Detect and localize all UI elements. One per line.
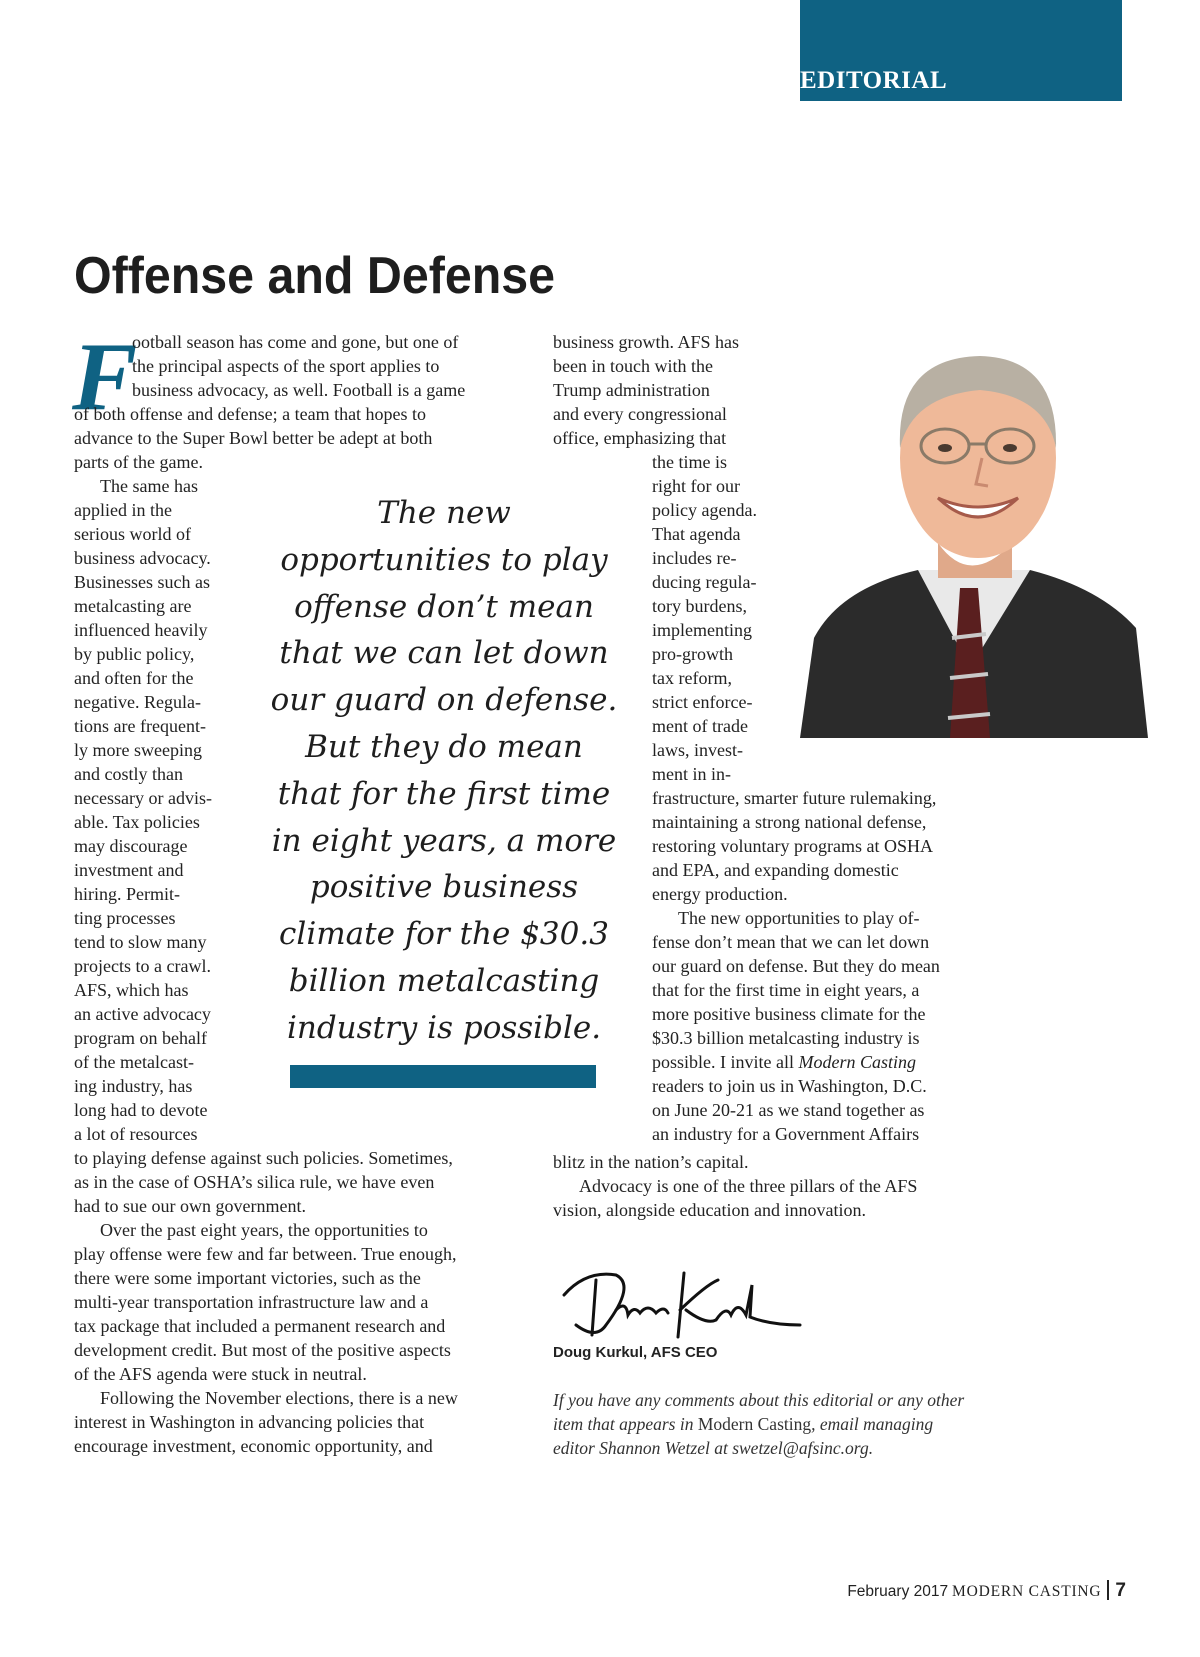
text-line: That agenda	[652, 524, 741, 544]
text-line: Advocacy is one of the three pillars of the AFS	[579, 1176, 918, 1196]
column-1-narrow	[74, 474, 212, 1146]
text-line: right for our	[652, 476, 740, 496]
feedback-line-1: If you have any comments about this editorial or any other	[553, 1390, 965, 1410]
text-line: tax package that included a permanent research and	[74, 1316, 446, 1336]
text-line: readers to join us in Washington, D.C.	[652, 1076, 927, 1096]
text-line: blitz in the nation’s capital.	[553, 1152, 749, 1172]
text-line: $30.3 billion metalcasting industry is	[652, 1028, 920, 1048]
magazine-name: Modern Casting	[697, 1414, 812, 1434]
text-line: hiring. Permit-	[74, 884, 180, 904]
text-line: our guard on defense. But they do mean	[652, 956, 940, 976]
text-line: office, emphasizing that	[553, 428, 727, 448]
text-line: Following the November elections, there is a new	[100, 1388, 458, 1408]
pull-quote-line: But they do mean	[305, 728, 583, 765]
text-line: able. Tax policies	[74, 812, 200, 832]
text-line: business advocacy.	[74, 548, 211, 568]
text-line: metalcasting are	[74, 596, 192, 616]
text-line: advance to the Super Bowl better be adept at both	[74, 428, 433, 448]
text-line: tory burdens,	[652, 596, 747, 616]
text-line: there were some important victories, such as the	[74, 1268, 421, 1288]
text-line: an active advocacy	[74, 1004, 211, 1024]
text-line: frastructure, smarter future rulemaking,	[652, 788, 937, 808]
issue-date: February 2017	[847, 1583, 949, 1600]
text-line: ootball season has come and gone, but one of	[132, 332, 459, 352]
author-portrait	[800, 338, 1148, 738]
text-line: pro-growth	[652, 644, 733, 664]
page-footer	[847, 1580, 1126, 1602]
pull-quote-line: that for the first time	[277, 775, 611, 812]
signature-image	[556, 1255, 802, 1347]
text-line: ducing regula-	[652, 572, 757, 592]
text-line: Trump administration	[553, 380, 710, 400]
text-line: by public policy,	[74, 644, 195, 664]
text-line: and EPA, and expanding domestic	[652, 860, 899, 880]
pull-quote-rule	[290, 1065, 596, 1088]
column-2-top	[553, 330, 739, 450]
text-line: more positive business climate for the	[652, 1004, 926, 1024]
pull-quote-line: offense don’t mean	[294, 588, 594, 625]
text-line: development credit. But most of the positive aspects	[74, 1340, 451, 1360]
text-line: possible. I invite all	[652, 1052, 799, 1072]
text-line: laws, invest-	[652, 740, 743, 760]
text-line: serious world of	[74, 524, 191, 544]
column-2-bottom	[553, 1150, 917, 1222]
section-tab	[800, 0, 1122, 101]
page-number: 7	[1115, 1580, 1126, 1601]
text-line: AFS, which has	[74, 980, 189, 1000]
text-line: ly more sweeping	[74, 740, 202, 760]
feedback-line-3: editor Shannon Wetzel at swetzel@afsinc.org.	[553, 1438, 874, 1458]
text-line: applied in the	[74, 500, 172, 520]
text-line: the principal aspects of the sport applies to	[132, 356, 440, 376]
text-line: as in the case of OSHA’s silica rule, we have even	[74, 1172, 435, 1192]
text-line: fense don’t mean that we can let down	[652, 932, 930, 952]
text-line: vision, alongside education and innovation.	[553, 1200, 866, 1220]
text-line: program on behalf	[74, 1028, 207, 1048]
text-line: ting processes	[74, 908, 176, 928]
footer-divider	[1107, 1580, 1109, 1600]
section-label: EDITORIAL	[800, 67, 948, 94]
text-line: business advocacy, as well. Football is a game	[132, 380, 466, 400]
feedback-note	[553, 1388, 964, 1460]
text-line: necessary or advis-	[74, 788, 212, 808]
column-1-intro	[72, 323, 466, 474]
text-line: and costly than	[74, 764, 183, 784]
text-line: policy agenda.	[652, 500, 757, 520]
text-line: to playing defense against such policies. Sometimes,	[74, 1148, 453, 1168]
text-line: an industry for a Government Affairs	[652, 1124, 920, 1144]
text-line: strict enforce-	[652, 692, 753, 712]
text-line: tions are frequent-	[74, 716, 206, 736]
text-line: investment and	[74, 860, 184, 880]
text-line: been in touch with the	[553, 356, 713, 376]
text-line: of the AFS agenda were stuck in neutral.	[74, 1364, 367, 1384]
text-line: that for the first time in eight years, a	[652, 980, 920, 1000]
pull-quote-line: climate for the $30.3	[279, 916, 609, 953]
text-line: parts of the game.	[74, 452, 203, 472]
text-line: negative. Regula-	[74, 692, 201, 712]
signer-name: Doug Kurkul, AFS CEO	[553, 1344, 718, 1361]
headline: Offense and Defense	[74, 247, 556, 305]
feedback-line-2a: item that appears in	[553, 1414, 698, 1434]
magazine-title: MODERN CASTING	[952, 1583, 1102, 1600]
text-line: play offense were few and far between. True enough,	[74, 1244, 457, 1264]
text-line: tax reform,	[652, 668, 732, 688]
text-line: and every congressional	[553, 404, 727, 424]
text-line: The same has	[100, 476, 198, 496]
text-line: interest in Washington in advancing policies that	[74, 1412, 425, 1432]
text-line: Modern Casting	[798, 1052, 916, 1072]
text-line: influenced heavily	[74, 620, 208, 640]
text-line: energy production.	[652, 884, 788, 904]
text-line: Businesses such as	[74, 572, 210, 592]
text-line: the time is	[652, 452, 727, 472]
pull-quote-line: our guard on defense.	[270, 682, 618, 719]
text-line: restoring voluntary programs at OSHA	[652, 836, 933, 856]
text-line: tend to slow many	[74, 932, 207, 952]
text-line: ment in in-	[652, 764, 731, 784]
text-line: of both offense and defense; a team that hopes to	[74, 404, 427, 424]
pull-quote-line: industry is possible.	[286, 1009, 602, 1046]
text-line: projects to a crawl.	[74, 956, 211, 976]
column-1-bottom	[74, 1146, 458, 1458]
pull-quote-line: positive business	[309, 869, 579, 906]
pull-quote-line: opportunities to play	[280, 541, 608, 578]
pull-quote-line: that we can let down	[279, 635, 609, 672]
text-line: business growth. AFS has	[553, 332, 740, 352]
text-line: multi-year transportation infrastructure law and a	[74, 1292, 429, 1312]
text-line: Over the past eight years, the opportunities to	[100, 1220, 428, 1240]
pull-quote-line: in eight years, a more	[271, 822, 617, 859]
text-line: had to sue our own government.	[74, 1196, 306, 1216]
text-line: includes re-	[652, 548, 737, 568]
pull-quote	[258, 490, 630, 1052]
text-line: ing industry, has	[74, 1076, 193, 1096]
text-line: may discourage	[74, 836, 188, 856]
text-line: and often for the	[74, 668, 194, 688]
pull-quote-line: The new	[377, 495, 511, 531]
text-line: maintaining a strong national defense,	[652, 812, 927, 832]
text-line: encourage investment, economic opportunity, and	[74, 1436, 433, 1456]
feedback-line-2b: , email managing	[811, 1414, 934, 1434]
text-line: long had to devote	[74, 1100, 208, 1120]
text-line: on June 20-21 as we stand together as	[652, 1100, 925, 1120]
pull-quote-line: billion metalcasting	[288, 962, 600, 999]
text-line: a lot of resources	[74, 1124, 198, 1144]
drop-cap: F	[72, 323, 138, 431]
text-line: ment of trade	[652, 716, 748, 736]
text-line: implementing	[652, 620, 752, 640]
text-line: The new opportunities to play of-	[678, 908, 920, 928]
text-line: of the metalcast-	[74, 1052, 194, 1072]
